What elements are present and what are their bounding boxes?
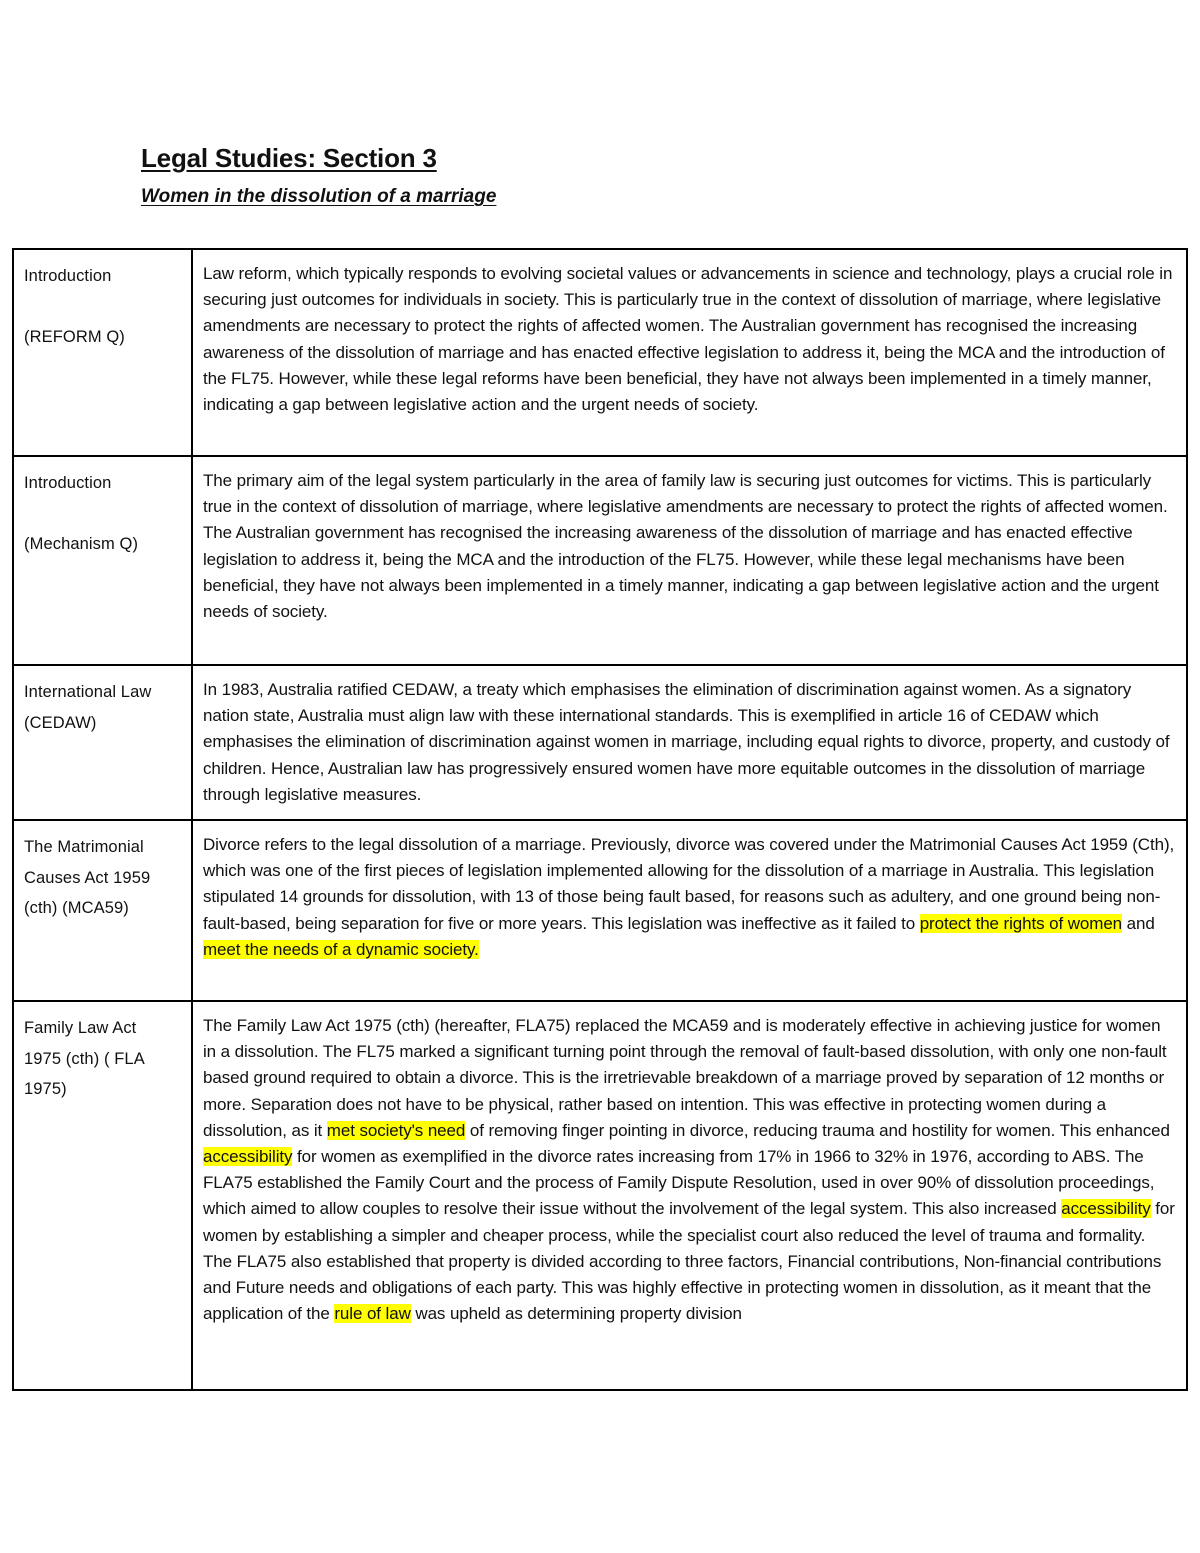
highlighted-text: rule of law bbox=[334, 1304, 411, 1324]
row-label-line: International Law bbox=[24, 683, 152, 701]
content-text: In 1983, Australia ratified CEDAW, a treaty which emphasises the elimination of discrimination against women. As a signatory nation state, Australia must align law with these international standards. This is exemplified in article 16 of CEDAW which emphasises the elimination of discrimination against women in marriage, including equal rights to divorce, property, and custody of children. Hence, Australian law has progressively ensured women have more equitable outcomes in the dissolution of marriage through legislative measures. bbox=[203, 680, 1170, 804]
highlighted-text: meet the needs of a dynamic society. bbox=[203, 939, 479, 959]
highlighted-text: accessibility bbox=[203, 1147, 293, 1167]
content-text: Divorce refers to the legal dissolution of a marriage. Previously, divorce was covered under the Matrimonial Causes Act 1959 (Cth), which was one of the first pieces of legislation implemented allowing for the dissolution of a marriage in Australia. This legislation stipulated 14 grounds for dissolution, with 13 of those being fault based, for reasons such as adultery, and one ground being non-fault-based, being separation for five or more years. This legislation was ineffective as it failed to bbox=[203, 835, 1175, 933]
row-content bbox=[192, 249, 1187, 456]
table-row bbox=[13, 1001, 1187, 1390]
row-label-line: (Mechanism Q) bbox=[24, 535, 139, 553]
highlighted-text: accessibility bbox=[1061, 1199, 1151, 1219]
row-label bbox=[13, 249, 192, 456]
row-label-line: The Matrimonial bbox=[24, 838, 144, 856]
content-text: and bbox=[1122, 913, 1155, 933]
row-label-line: (REFORM Q) bbox=[24, 328, 125, 346]
row-label bbox=[13, 456, 192, 665]
row-label bbox=[13, 665, 192, 820]
row-label bbox=[13, 820, 192, 1001]
document-title: Legal Studies: Section 3 bbox=[141, 143, 437, 173]
content-text: The Family Law Act 1975 (cth) (hereafter, FLA75) replaced the MCA59 and is moderately effective in achieving justice for women in a dissolution. The FL75 marked a significant turning point through the removal of fault-based dissolution, with only one non-fault based ground required to obtain a divorce. This is the irretrievable breakdown of a marriage proved by separation of 12 months or more. Separation does not have to be physical, rather based on intention. This was effective in protecting women during a dissolution, as it bbox=[203, 1016, 1167, 1140]
row-label-line: 1975) bbox=[24, 1080, 67, 1098]
table-row bbox=[13, 665, 1187, 820]
table-row bbox=[13, 820, 1187, 1001]
highlighted-text: met society's need bbox=[326, 1120, 466, 1140]
row-content bbox=[192, 456, 1187, 665]
table-row bbox=[13, 249, 1187, 456]
label-spacer bbox=[24, 292, 181, 323]
table-row bbox=[13, 456, 1187, 665]
content-text: of removing finger pointing in divorce, reducing trauma and hostility for women. This enhanced bbox=[465, 1120, 1170, 1140]
row-label bbox=[13, 1001, 192, 1390]
row-label-line: Introduction bbox=[24, 267, 112, 285]
row-content bbox=[192, 1001, 1187, 1390]
row-label-line: (CEDAW) bbox=[24, 713, 97, 732]
content-text: was upheld as determining property division bbox=[410, 1304, 742, 1324]
notes-table-body bbox=[13, 249, 1187, 1390]
row-label-line: 1975 (cth) ( FLA bbox=[24, 1049, 145, 1068]
row-content bbox=[192, 665, 1187, 820]
document-subtitle: Women in the dissolution of a marriage bbox=[141, 186, 497, 207]
content-text: for women by establishing a simpler and cheaper process, while the specialist court also reduced the level of trauma and formality. The FLA75 also established that property is divided according to three factors, Financial contributions, Non-financial contributions and Future needs and obligations of each party. This was highly effective in protecting women in dissolution, as it meant that the application of the bbox=[203, 1199, 1175, 1324]
notes-table bbox=[12, 248, 1188, 1391]
row-content bbox=[192, 820, 1187, 1001]
row-label-line: Introduction bbox=[24, 474, 112, 492]
content-text: The primary aim of the legal system particularly in the area of family law is securing just outcomes for victims. This is particularly true in the context of dissolution of marriage, where legislative amendments are necessary to protect the rights of affected women. The Australian government has recognised the increasing awareness of the dissolution of marriage and has enacted effective legislation to address it, being the MCA and the introduction of the FL75. However, while these legal mechanisms have been beneficial, they have not always been implemented in a timely manner, indicating a gap between legislative action and the urgent needs of society. bbox=[203, 471, 1168, 622]
content-text: for women as exemplified in the divorce rates increasing from 17% in 1966 to 32% in 1976, according to ABS. The FLA75 established the Family Court and the process of Family Dispute Resolution, used in over 90% of dissolution proceedings, which aimed to allow couples to resolve their issue without the involvement of the legal system. This also increased bbox=[203, 1147, 1155, 1219]
row-label-line: (cth) (MCA59) bbox=[24, 899, 129, 917]
label-spacer bbox=[24, 499, 181, 530]
row-label-line: Causes Act 1959 bbox=[24, 868, 151, 887]
content-text: Law reform, which typically responds to evolving societal values or advancements in science and technology, plays a crucial role in securing just outcomes for individuals in society. This is particularly true in the context of dissolution of marriage, where legislative amendments are necessary to protect the rights of affected women. The Australian government has recognised the increasing awareness of the dissolution of marriage and has enacted effective legislation to address it, being the MCA and the introduction of the FL75. However, while these legal reforms have been beneficial, they have not always been implemented in a timely manner, indicating a gap between legislative action and the urgent needs of society. bbox=[203, 264, 1173, 415]
row-label-line: Family Law Act bbox=[24, 1019, 137, 1037]
highlighted-text: protect the rights of women bbox=[919, 913, 1123, 933]
